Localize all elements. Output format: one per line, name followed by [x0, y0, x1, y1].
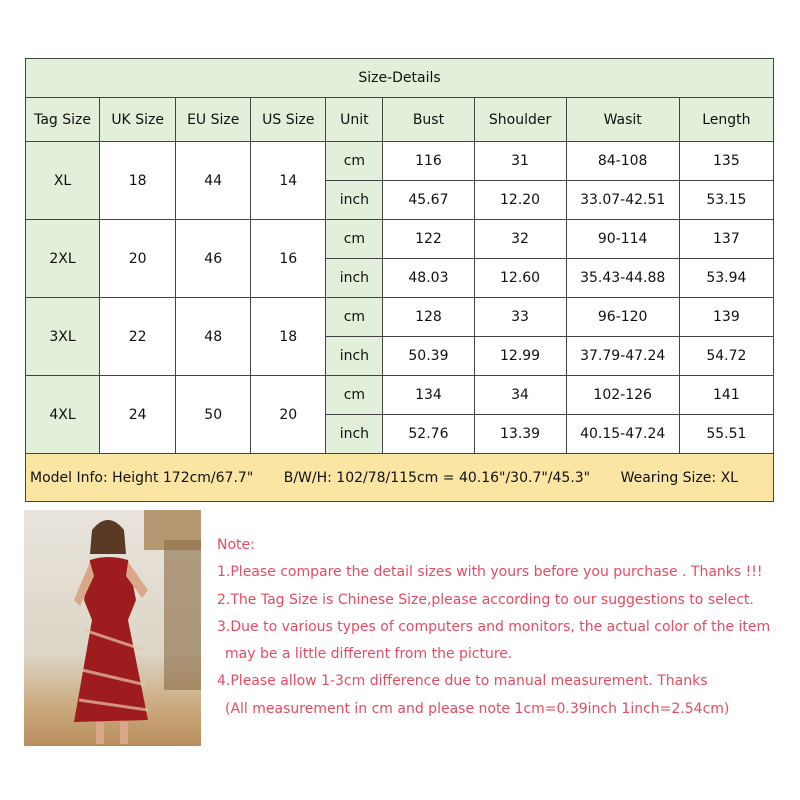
- table-row: [26, 142, 774, 181]
- eu-size-cell: 44: [176, 142, 251, 220]
- unit-cell: cm: [326, 376, 383, 415]
- shoulder-inch-cell: 12.60: [474, 259, 566, 298]
- table-title: Size-Details: [26, 59, 774, 98]
- table-row: [26, 376, 774, 415]
- note-line-4-cont: (All measurement in cm and please note 1cm=0.39inch 1inch=2.54cm): [225, 700, 730, 717]
- column-header: Tag Size: [26, 98, 100, 142]
- notes-section: [217, 532, 770, 723]
- unit-cell: inch: [326, 181, 383, 220]
- length-cm-cell: 139: [679, 298, 773, 337]
- column-header: US Size: [251, 98, 326, 142]
- shoulder-inch-cell: 13.39: [474, 415, 566, 454]
- model-dress-image: [24, 510, 201, 746]
- model-bwh: B/W/H: 102/78/115cm = 40.16"/30.7"/45.3": [283, 469, 591, 486]
- bust-inch-cell: 50.39: [383, 337, 474, 376]
- note-line-4: 4.Please allow 1-3cm difference due to manual measurement. Thanks: [217, 673, 708, 690]
- shoulder-cm-cell: 31: [474, 142, 566, 181]
- note-line-3: 3.Due to various types of computers and monitors, the actual color of the item: [217, 618, 771, 635]
- eu-size-cell: 50: [176, 376, 251, 454]
- note-line-1: 1.Please compare the detail sizes with yours before you purchase . Thanks !!!: [217, 564, 763, 581]
- unit-cell: inch: [326, 337, 383, 376]
- length-inch-cell: 53.94: [679, 259, 773, 298]
- waist-inch-cell: 37.79-47.24: [566, 337, 679, 376]
- length-cm-cell: 137: [679, 220, 773, 259]
- unit-cell: cm: [326, 142, 383, 181]
- waist-inch-cell: 35.43-44.88: [566, 259, 679, 298]
- note-line-2: 2.The Tag Size is Chinese Size,please according to our suggestions to select.: [217, 591, 754, 608]
- waist-inch-cell: 33.07-42.51: [566, 181, 679, 220]
- shoulder-cm-cell: 34: [474, 376, 566, 415]
- column-header: UK Size: [100, 98, 176, 142]
- shoulder-inch-cell: 12.20: [474, 181, 566, 220]
- eu-size-cell: 46: [176, 220, 251, 298]
- waist-cm-cell: 90-114: [566, 220, 679, 259]
- us-size-cell: 14: [251, 142, 326, 220]
- length-cm-cell: 141: [679, 376, 773, 415]
- tag-size-cell: XL: [26, 142, 100, 220]
- bust-cm-cell: 134: [383, 376, 474, 415]
- bust-inch-cell: 52.76: [383, 415, 474, 454]
- model-wearing-size: Wearing Size: XL: [620, 469, 738, 486]
- shoulder-cm-cell: 32: [474, 220, 566, 259]
- model-height: Model Info: Height 172cm/67.7": [30, 469, 254, 486]
- length-inch-cell: 54.72: [679, 337, 773, 376]
- length-inch-cell: 55.51: [679, 415, 773, 454]
- uk-size-cell: 18: [100, 142, 176, 220]
- eu-size-cell: 48: [176, 298, 251, 376]
- length-inch-cell: 53.15: [679, 181, 773, 220]
- tag-size-cell: 2XL: [26, 220, 100, 298]
- bust-inch-cell: 48.03: [383, 259, 474, 298]
- column-header: Wasit: [566, 98, 679, 142]
- model-info: [26, 454, 774, 502]
- uk-size-cell: 24: [100, 376, 176, 454]
- waist-cm-cell: 84-108: [566, 142, 679, 181]
- column-header: Bust: [383, 98, 474, 142]
- column-header: Length: [679, 98, 773, 142]
- tag-size-cell: 3XL: [26, 298, 100, 376]
- column-header: Shoulder: [474, 98, 566, 142]
- unit-cell: cm: [326, 220, 383, 259]
- notes-title: Note:: [217, 537, 255, 553]
- table-row: [26, 220, 774, 259]
- column-header: Unit: [326, 98, 383, 142]
- unit-cell: inch: [326, 415, 383, 454]
- note-line-3-cont: may be a little different from the picture.: [225, 646, 513, 663]
- bust-inch-cell: 45.67: [383, 181, 474, 220]
- column-header: EU Size: [176, 98, 251, 142]
- shoulder-inch-cell: 12.99: [474, 337, 566, 376]
- unit-cell: cm: [326, 298, 383, 337]
- model-photo: [24, 510, 201, 746]
- uk-size-cell: 20: [100, 220, 176, 298]
- length-cm-cell: 135: [679, 142, 773, 181]
- waist-cm-cell: 102-126: [566, 376, 679, 415]
- uk-size-cell: 22: [100, 298, 176, 376]
- waist-cm-cell: 96-120: [566, 298, 679, 337]
- us-size-cell: 18: [251, 298, 326, 376]
- waist-inch-cell: 40.15-47.24: [566, 415, 679, 454]
- bust-cm-cell: 116: [383, 142, 474, 181]
- bust-cm-cell: 122: [383, 220, 474, 259]
- us-size-cell: 16: [251, 220, 326, 298]
- unit-cell: inch: [326, 259, 383, 298]
- us-size-cell: 20: [251, 376, 326, 454]
- bust-cm-cell: 128: [383, 298, 474, 337]
- table-row: [26, 298, 774, 337]
- shoulder-cm-cell: 33: [474, 298, 566, 337]
- tag-size-cell: 4XL: [26, 376, 100, 454]
- size-details-table: [25, 58, 774, 502]
